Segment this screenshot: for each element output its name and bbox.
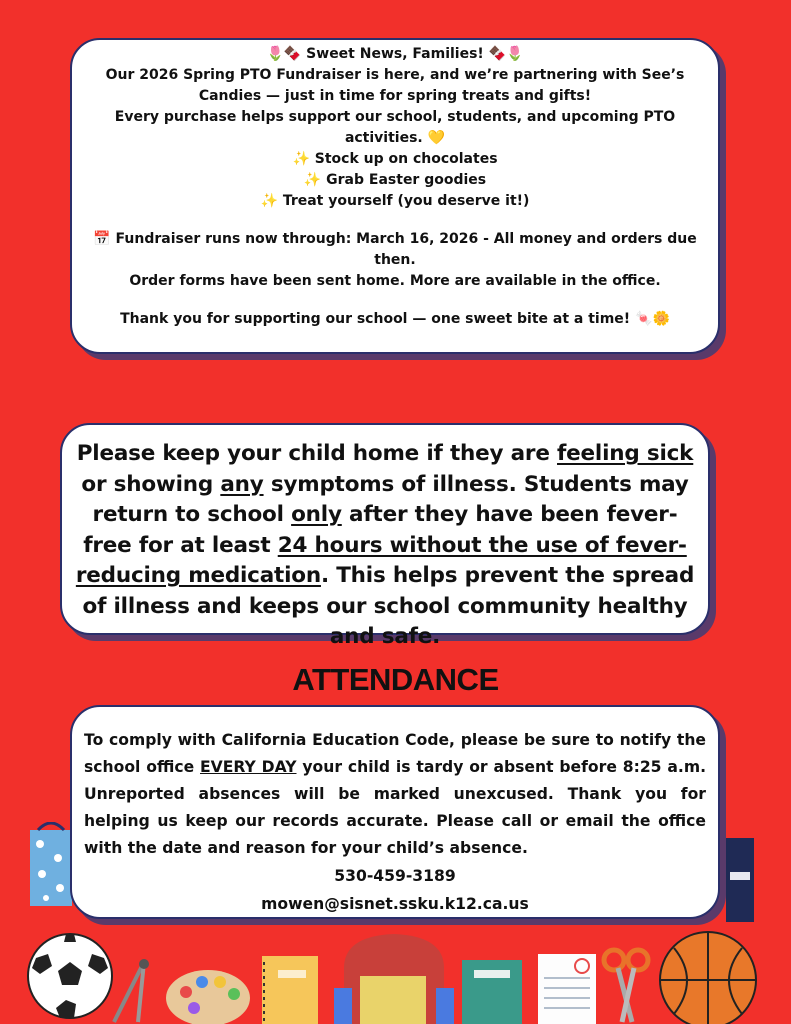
pto-line1: Our 2026 Spring PTO Fundraiser is here, and we’re partnering with See’s Candies — just in time for spring treats and gifts! [105, 67, 685, 104]
box-icon [726, 832, 756, 922]
illness-text-5: . This helps prevent the spread of illness and keeps our school community healthy and safe. [82, 563, 695, 649]
paper-icon [534, 952, 598, 1024]
soccer-ball-icon [26, 928, 114, 1024]
pto-thanks: Thank you for supporting our school — one sweet bite at a time! 🍬🌼 [120, 311, 670, 327]
backpack-icon [330, 928, 458, 1024]
paint-palette-icon [164, 962, 252, 1024]
gift-bag-icon [28, 822, 74, 906]
illness-policy-card [60, 423, 710, 649]
illness-underline-feeling-sick: feeling sick [557, 441, 694, 466]
illness-underline-any: any [220, 471, 264, 497]
illness-underline-24-hours: 24 hours without the use of fever-reducing medication [75, 532, 687, 588]
pto-fundraiser-card [70, 38, 720, 354]
illness-text-3: symptoms of illness. Students may return to school [92, 471, 689, 527]
pto-dates: 📅 Fundraiser runs now through: March 16, 2026 - All money and orders due then. [93, 231, 697, 268]
compass-icon [104, 958, 160, 1024]
notebook-icon [258, 954, 320, 1024]
attendance-body [82, 727, 708, 862]
illness-underline-only: only [291, 502, 342, 527]
pto-forms: Order forms have been sent home. More are available in the office. [129, 273, 661, 289]
pto-bullet-3: ✨ Treat yourself (you deserve it!) [260, 193, 530, 209]
attendance-every-day: EVERY DAY [200, 758, 297, 776]
illness-text-1: Please keep your child home if they are [76, 441, 558, 466]
basketball-icon [656, 928, 760, 1024]
attendance-phone[interactable]: 530-459-3189 [334, 867, 456, 885]
illness-text-4: after they have been fever-free for at least [83, 502, 678, 558]
attendance-card [70, 705, 720, 919]
attendance-title: ATTENDANCE [292, 662, 499, 697]
pto-heading: 🌷🍫 Sweet News, Families! 🍫🌷 [266, 46, 524, 62]
pto-bullet-1: ✨ Stock up on chocolates [292, 151, 498, 167]
scissors-icon [600, 946, 652, 1024]
attendance-text-1: To comply with California Education Code, please be sure to notify the school office [84, 731, 706, 776]
illness-text-2: or showing [81, 471, 221, 497]
pto-bullet-2: ✨ Grab Easter goodies [303, 172, 487, 188]
pto-line2: Every purchase helps support our school, students, and upcoming PTO activities. 💛 [114, 109, 676, 146]
attendance-email[interactable]: mowen@sisnet.ssku.k12.ca.us [261, 895, 529, 913]
attendance-text-2: your child is tardy or absent before 8:25 a.m. Unreported absences will be marked unexcused. Thank you for helping us keep our records accurate. Please call or email the office with the date and reason for your child’s absence. [84, 758, 706, 857]
book-icon [460, 958, 524, 1024]
